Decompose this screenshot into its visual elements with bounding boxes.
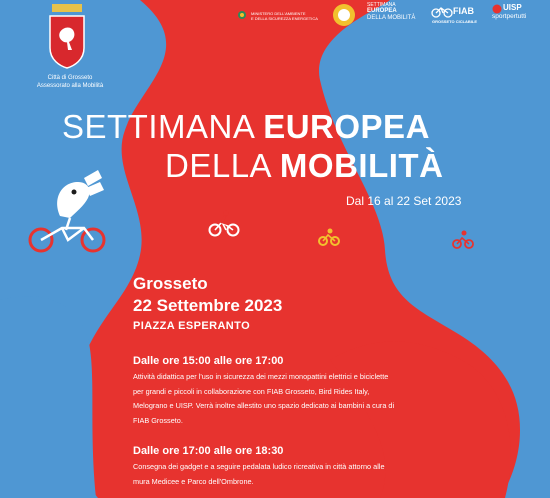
uisp-subtitle: sportpertutti bbox=[492, 13, 527, 20]
section-2-line: mura Medicee e Parco dell'Ombrone. bbox=[133, 476, 254, 486]
emw-line-1: SETTIMANA bbox=[367, 2, 396, 8]
title-bold-2: MOBILITÀ bbox=[279, 147, 444, 184]
ministry-logo-icon bbox=[234, 10, 250, 20]
ministry-line-1: MINISTERO DELL'AMBIENTE bbox=[251, 11, 306, 16]
title-light-2: DELLA bbox=[165, 147, 271, 184]
emw-logo-icon bbox=[332, 3, 356, 27]
section-1-line: Melograno e UISP. Verrà inoltre allestito uno spazio dedicato ai bambini a cura di bbox=[133, 401, 395, 410]
emw-line-3: DELLA MOBILITÀ bbox=[367, 15, 416, 21]
event-date: 22 Settembre 2023 bbox=[133, 296, 283, 315]
section-1-line: Attività didattica per l'uso in sicurezza dei mezzi monopattini elettrici e biciclette bbox=[133, 372, 389, 381]
fiab-bike-icon bbox=[431, 6, 453, 18]
event-city: Grosseto bbox=[133, 274, 208, 293]
section-1-line: per grandi e piccoli in collaborazione con FIAB Grosseto, Bird Rides Italy, bbox=[133, 386, 370, 396]
title-line-1 bbox=[62, 109, 430, 145]
emw-line-2: EUROPEA bbox=[367, 8, 397, 14]
municipality-line-1: Città di Grosseto bbox=[47, 75, 93, 81]
municipality-line-2: Assessorato alla Mobilità bbox=[36, 83, 104, 89]
blue-lower-left-wave bbox=[0, 296, 96, 498]
fiab-subtitle: GROSSETO CICLABILE bbox=[432, 19, 478, 24]
cyclist-small-3-icon bbox=[452, 230, 474, 250]
section-1-body bbox=[133, 370, 453, 428]
date-range: Dal 16 al 22 Set 2023 bbox=[346, 194, 462, 208]
section-2-body bbox=[133, 460, 453, 489]
section-2-line: Consegna dei gadget e a seguire pedalata ludico ricreativa in città attorno alle bbox=[133, 462, 385, 471]
section-1-heading: Dalle ore 15:00 alle ore 17:00 bbox=[133, 355, 284, 367]
cyclist-small-1-icon bbox=[208, 208, 240, 238]
city-crest-icon bbox=[46, 4, 88, 70]
section-2-heading: Dalle ore 17:00 alle ore 18:30 bbox=[133, 445, 284, 457]
title-bold-1: EUROPEA bbox=[263, 108, 430, 145]
section-1-line: FIAB Grosseto. bbox=[133, 415, 183, 425]
title-line-2 bbox=[165, 148, 443, 184]
event-place: PIAZZA ESPERANTO bbox=[133, 320, 251, 332]
ministry-line-2: E DELLA SICUREZZA ENERGETICA bbox=[251, 16, 318, 21]
cyclist-small-2-icon bbox=[318, 228, 340, 246]
cyclist-mascot-icon bbox=[26, 168, 110, 258]
uisp-logo-text: UISP bbox=[503, 3, 522, 12]
fiab-logo-text: FIAB bbox=[453, 6, 474, 16]
title-light-1: SETTIMANA bbox=[62, 108, 254, 145]
